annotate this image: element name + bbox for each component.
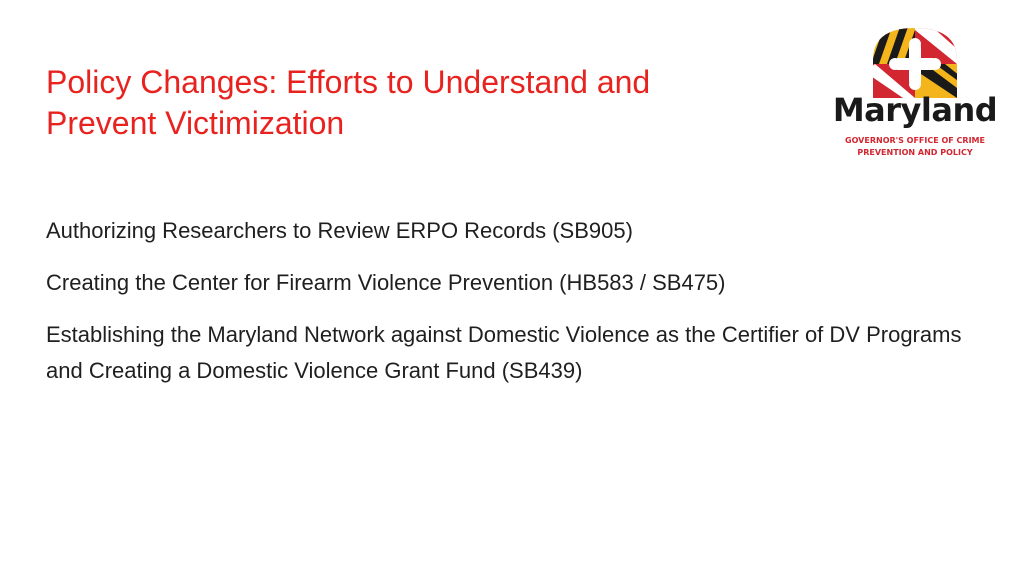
bullet-list <box>46 213 976 405</box>
logo-subtitle-line-2: PREVENTION AND POLICY <box>857 148 973 157</box>
bullet-item-firearm-center: Creating the Center for Firearm Violence Prevention (HB583 / SB475) <box>46 270 726 295</box>
slide-title-line-1: Policy Changes: Efforts to Understand and <box>46 64 651 100</box>
maryland-flag-emblem-icon <box>865 24 965 98</box>
logo-subtitle-line-1: GOVERNOR'S OFFICE OF CRIME <box>845 136 985 145</box>
logo-wordmark: Maryland <box>832 91 998 129</box>
bullet-item-erpo-records: Authorizing Researchers to Review ERPO Records (SB905) <box>46 218 633 243</box>
slide-title-line-2: Prevent Victimization <box>46 105 345 141</box>
slide-title <box>46 62 766 144</box>
maryland-gocpp-logo <box>830 24 1000 166</box>
bullet-item-domestic-violence: Establishing the Maryland Network against Domestic Violence as the Certifier of DV Programs and Creating a Domestic Violence Grant Fund (SB439) <box>46 322 962 383</box>
